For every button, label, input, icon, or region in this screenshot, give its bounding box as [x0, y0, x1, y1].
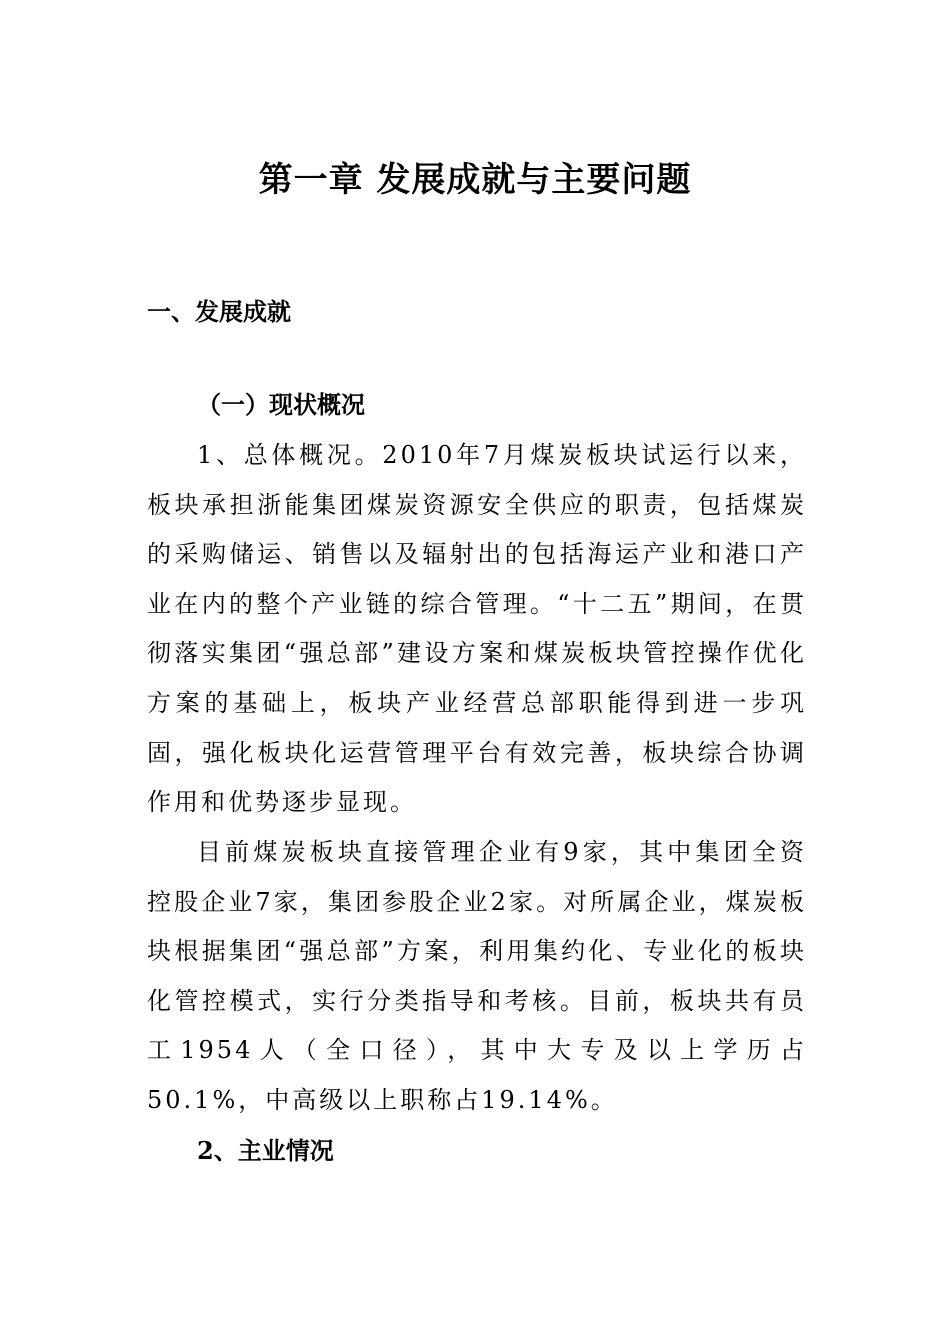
subsection-heading-overview: （一）现状概况 [197, 390, 365, 419]
paragraph-general-overview: 1、总体概况。2010年7月煤炭板块试运行以来，板块承担浙能集团煤炭资源安全供应的职责，包括煤炭的采购储运、销售以及辐射出的包括海运产业和港口产业在内的整个产业链的综合管理。“十二五”期间，在贯彻落实集团“强总部”建设方案和煤炭板块管控操作优化方案的基础上，板块产业经营总部职能得到进一步巩固，强化板块化运营管理平台有效完善，板块综合协调作用和优势逐步显现。 [147, 441, 807, 817]
chapter-title: 第一章 发展成就与主要问题 [258, 160, 692, 200]
paragraph-enterprises: 目前煤炭板块直接管理企业有9家，其中集团全资控股企业7家，集团参股企业2家。对所属企业，煤炭板块根据集团“强总部”方案，利用集约化、专业化的板块化管控模式，实行分类指导和考核。目前，板块共有员工1954人（全口径），其中大专及以上学历占50.1%，中高级以上职称占19.14%。 [147, 838, 807, 1114]
item-heading-main-business: 2、主业情况 [197, 1136, 334, 1165]
section-heading-achievements: 一、发展成就 [147, 297, 291, 326]
